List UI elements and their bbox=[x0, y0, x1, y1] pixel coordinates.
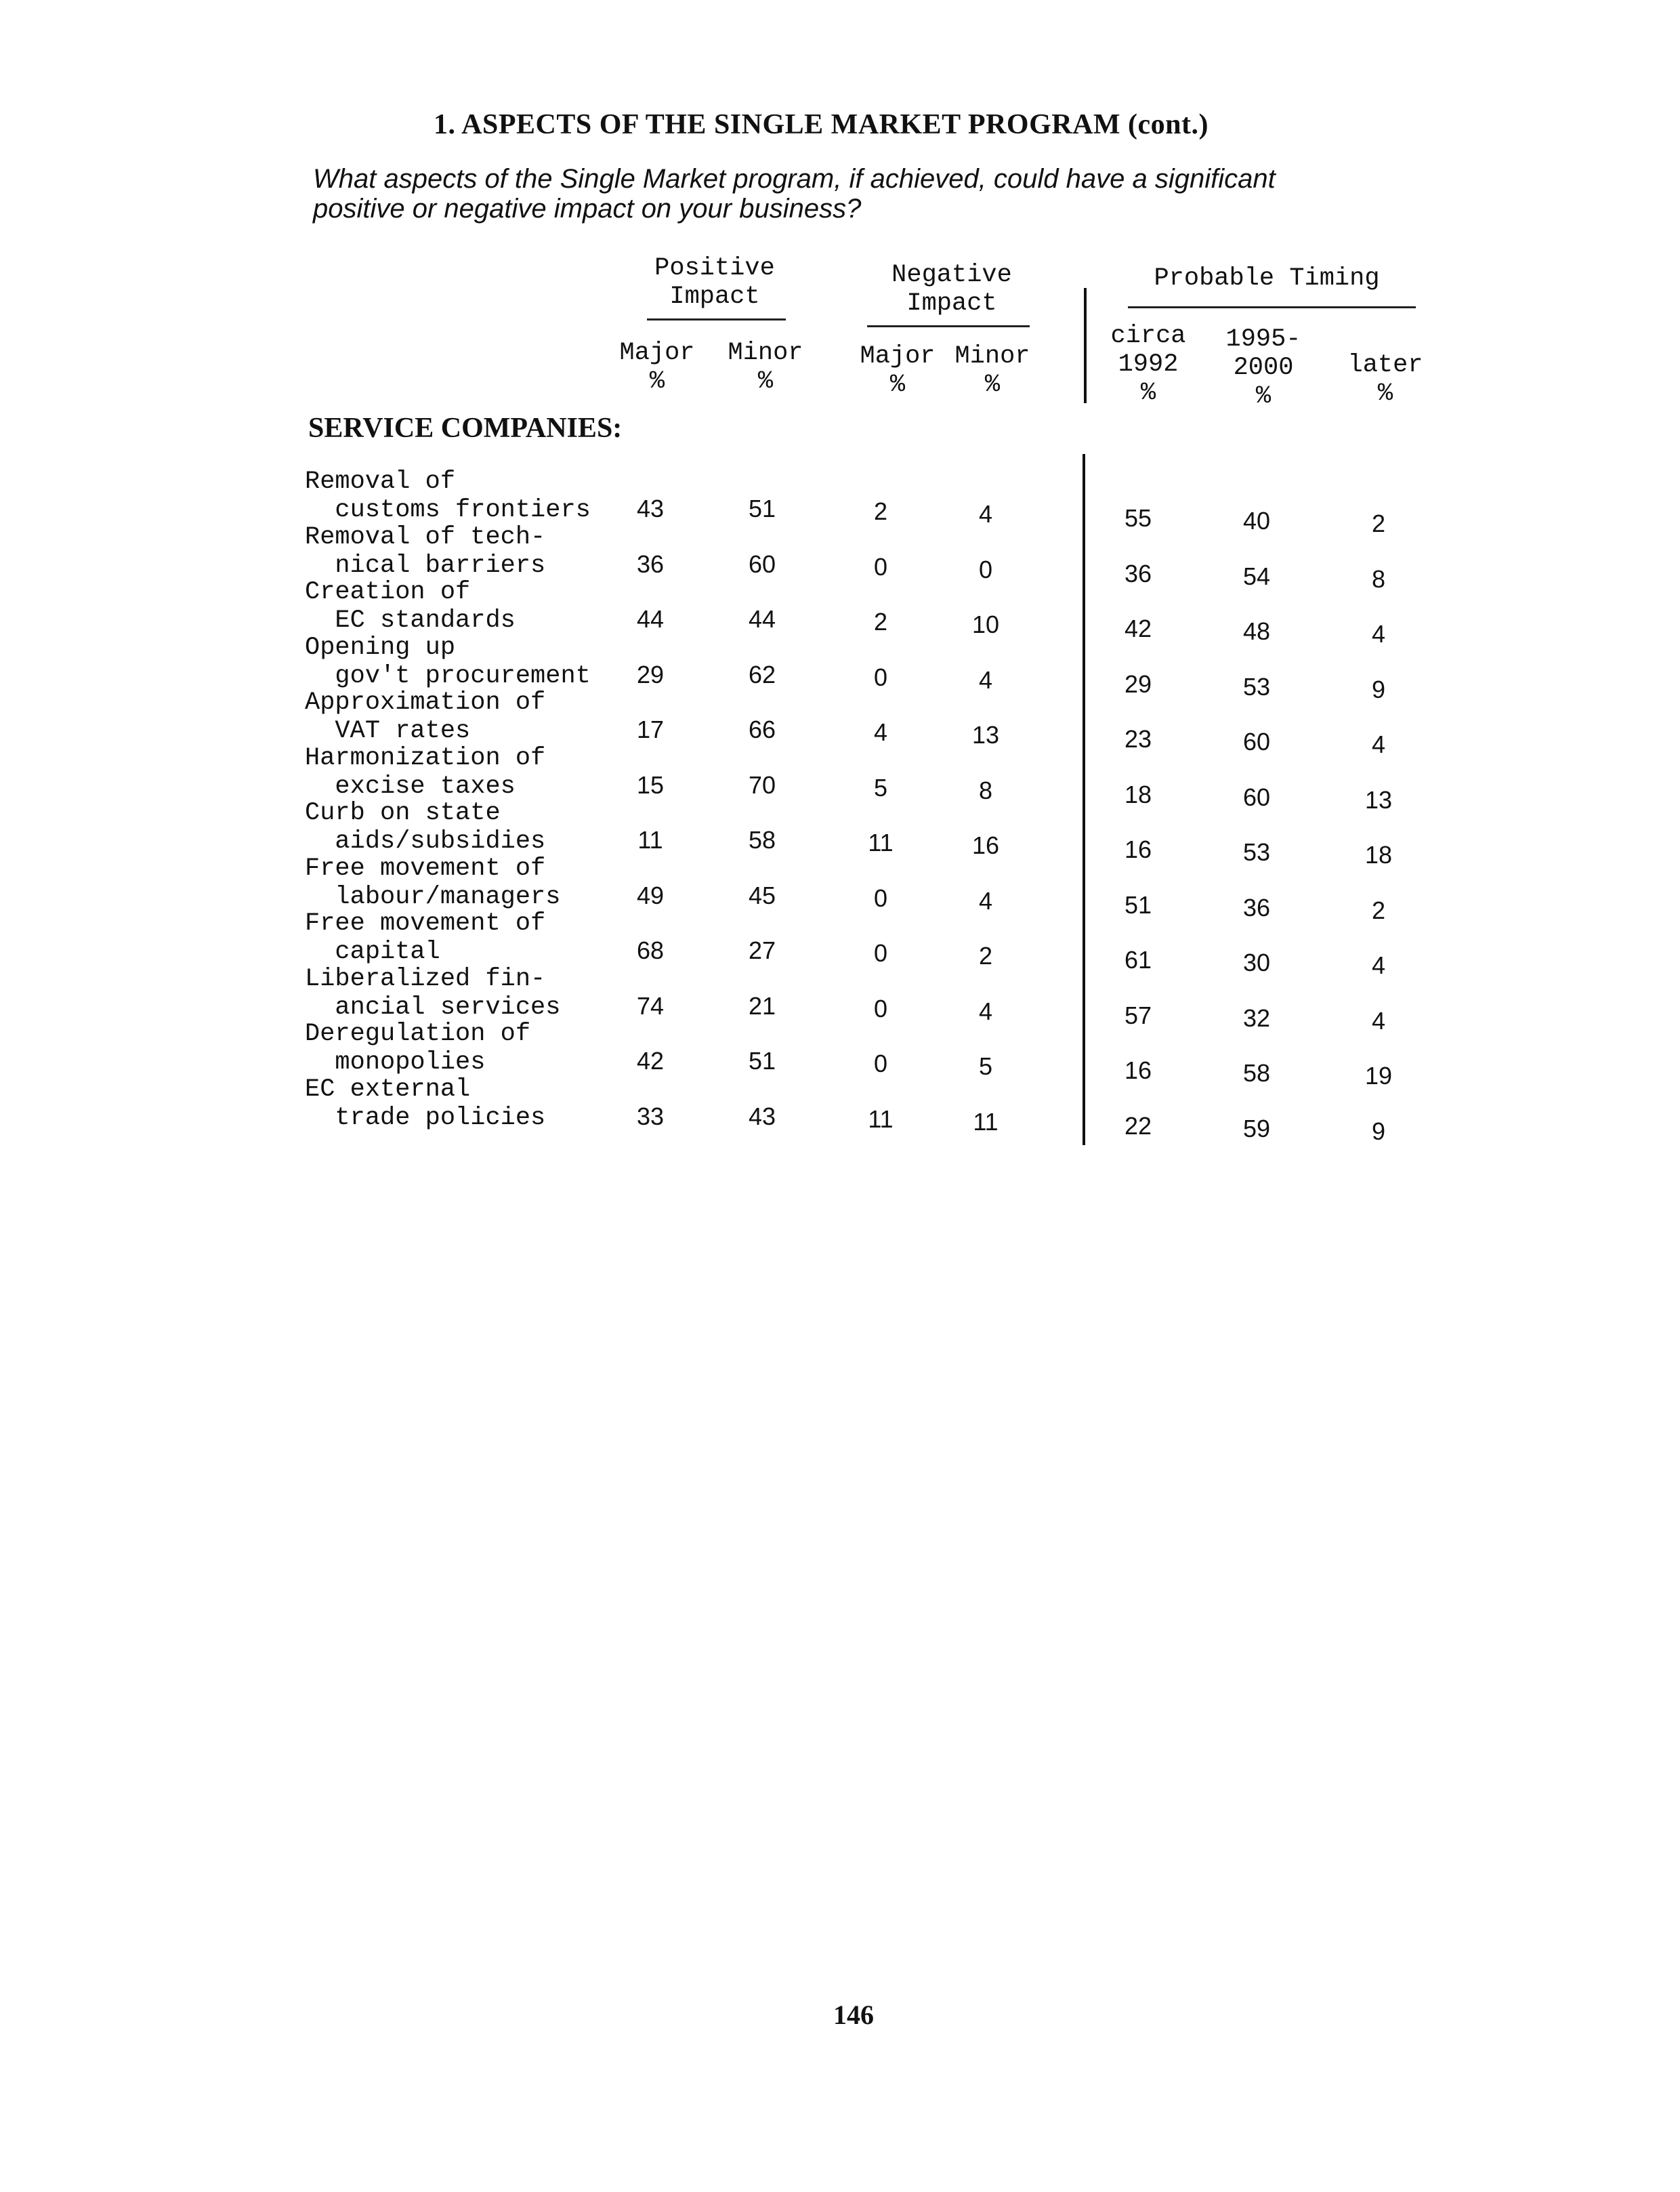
table-cell: 16 bbox=[1124, 835, 1152, 863]
row-label: Liberalized fin- ancial services bbox=[305, 964, 561, 1022]
table-cell: 44 bbox=[636, 605, 665, 633]
table-cell: 13 bbox=[971, 721, 1000, 749]
table-cell: 60 bbox=[748, 550, 776, 578]
table-cell: 4 bbox=[1371, 951, 1386, 979]
table-cell: 11 bbox=[637, 826, 663, 854]
table-cell: 55 bbox=[1124, 504, 1152, 532]
table-cell: 4 bbox=[978, 997, 993, 1025]
table-cell: 44 bbox=[748, 605, 776, 633]
table-cell: 0 bbox=[873, 1050, 888, 1077]
table-cell: 74 bbox=[636, 991, 665, 1020]
table-cell: 8 bbox=[978, 776, 993, 804]
table-cell: 22 bbox=[1124, 1111, 1152, 1140]
header-negative-impact: Negative Impact bbox=[891, 261, 1012, 318]
col-header-positive-major: Major % bbox=[619, 339, 695, 396]
table-cell: 2 bbox=[978, 942, 993, 970]
table-cell: 32 bbox=[1242, 1004, 1271, 1032]
table-cell: 0 bbox=[873, 939, 888, 967]
table-cell: 2 bbox=[873, 497, 888, 525]
table-cell: 62 bbox=[748, 660, 776, 688]
table-cell: 40 bbox=[1242, 507, 1271, 535]
table-cell: 10 bbox=[971, 611, 1000, 638]
table-cell: 17 bbox=[636, 716, 665, 743]
page-title: 1. ASPECTS OF THE SINGLE MARKET PROGRAM (cont.) bbox=[434, 109, 1209, 140]
row-label: Harmonization of excise taxes bbox=[305, 743, 546, 801]
table-cell: 4 bbox=[1371, 1006, 1386, 1035]
table-cell: 15 bbox=[636, 770, 665, 799]
table-cell: 16 bbox=[1124, 1056, 1152, 1084]
table-cell: 57 bbox=[1124, 1001, 1152, 1029]
table-cell: 53 bbox=[1242, 838, 1271, 866]
table-cell: 45 bbox=[748, 881, 776, 909]
table-cell: 60 bbox=[1242, 783, 1271, 811]
table-cell: 0 bbox=[978, 555, 993, 583]
table-cell: 4 bbox=[1371, 730, 1386, 758]
row-label: Free movement of capital bbox=[305, 909, 546, 966]
row-label: Creation of EC standards bbox=[305, 578, 516, 635]
table-cell: 2 bbox=[873, 608, 888, 636]
table-cell: 4 bbox=[873, 718, 888, 746]
table-cell: 4 bbox=[1371, 620, 1386, 648]
table-cell: 8 bbox=[1371, 564, 1386, 593]
table-cell: 4 bbox=[978, 665, 993, 694]
table-cell: 2 bbox=[1371, 510, 1386, 537]
timing-separator-top bbox=[1084, 288, 1087, 403]
table-cell: 18 bbox=[1364, 841, 1393, 869]
table-cell: 36 bbox=[1124, 559, 1152, 587]
row-label: Curb on state aids/subsidies bbox=[305, 799, 546, 856]
table-cell: 66 bbox=[748, 716, 776, 743]
table-cell: 11 bbox=[973, 1107, 999, 1136]
table-cell: 0 bbox=[873, 552, 888, 581]
col-header-positive-minor: Minor % bbox=[728, 339, 803, 396]
table-cell: 11 bbox=[868, 1104, 894, 1133]
page-number: 146 bbox=[833, 2000, 874, 2030]
table-cell: 51 bbox=[748, 1047, 776, 1075]
table-cell: 2 bbox=[1371, 896, 1386, 924]
table-cell: 42 bbox=[1124, 615, 1152, 642]
col-header-negative-minor: Minor % bbox=[954, 342, 1030, 399]
table-cell: 48 bbox=[1242, 617, 1271, 645]
rule-probable-timing bbox=[1128, 306, 1416, 308]
section-heading: SERVICE COMPANIES: bbox=[308, 413, 623, 444]
timing-separator-body bbox=[1083, 454, 1085, 1145]
table-cell: 29 bbox=[1124, 669, 1152, 698]
header-positive-impact: Positive Impact bbox=[654, 254, 775, 311]
rule-positive-impact bbox=[647, 318, 786, 320]
table-cell: 36 bbox=[636, 550, 665, 578]
table-cell: 29 bbox=[636, 660, 665, 688]
row-label: Free movement of labour/managers bbox=[305, 854, 561, 911]
table-cell: 16 bbox=[971, 831, 1000, 859]
table-cell: 43 bbox=[748, 1102, 776, 1130]
table-cell: 60 bbox=[1242, 728, 1271, 756]
table-cell: 42 bbox=[636, 1047, 665, 1075]
row-label: Deregulation of monopolies bbox=[305, 1020, 531, 1077]
table-cell: 0 bbox=[873, 663, 888, 691]
table-cell: 0 bbox=[873, 994, 888, 1022]
table-cell: 11 bbox=[868, 829, 894, 856]
table-cell: 43 bbox=[636, 495, 665, 522]
table-cell: 0 bbox=[873, 884, 888, 912]
table-cell: 68 bbox=[636, 936, 665, 964]
table-cell: 51 bbox=[748, 495, 776, 522]
col-header-later: later % bbox=[1347, 351, 1423, 408]
table-cell: 9 bbox=[1371, 1117, 1386, 1145]
table-cell: 5 bbox=[873, 773, 888, 802]
row-label: Removal of customs frontiers bbox=[305, 468, 591, 524]
row-label: EC external trade policies bbox=[305, 1075, 546, 1132]
table-cell: 30 bbox=[1242, 949, 1271, 976]
table-cell: 33 bbox=[636, 1102, 665, 1130]
table-cell: 53 bbox=[1242, 672, 1271, 701]
row-label: Removal of tech- nical barriers bbox=[305, 522, 546, 580]
table-cell: 36 bbox=[1242, 893, 1271, 922]
table-cell: 21 bbox=[748, 991, 776, 1020]
table-cell: 5 bbox=[978, 1052, 993, 1080]
col-header-1995-2000: 1995- 2000 % bbox=[1225, 325, 1301, 411]
table-cell: 19 bbox=[1364, 1062, 1393, 1090]
table-cell: 9 bbox=[1371, 675, 1386, 703]
table-cell: 4 bbox=[978, 886, 993, 915]
col-header-negative-major: Major % bbox=[860, 342, 936, 399]
row-label: Approximation of VAT rates bbox=[305, 688, 546, 745]
table-cell: 54 bbox=[1242, 562, 1271, 590]
table-cell: 70 bbox=[748, 770, 776, 799]
table-cell: 27 bbox=[748, 936, 776, 964]
table-cell: 58 bbox=[1242, 1059, 1271, 1087]
survey-question: What aspects of the Single Market program, if achieved, could have a significant positive or negative impact on your business? bbox=[313, 164, 1276, 224]
table-cell: 4 bbox=[978, 500, 993, 528]
table-cell: 23 bbox=[1124, 725, 1152, 753]
col-header-circa-1992: circa 1992 % bbox=[1110, 322, 1186, 407]
table-cell: 61 bbox=[1124, 946, 1152, 974]
table-cell: 59 bbox=[1242, 1114, 1271, 1142]
rule-negative-impact bbox=[867, 325, 1030, 327]
header-probable-timing: Probable Timing bbox=[1154, 264, 1380, 293]
table-cell: 13 bbox=[1364, 785, 1393, 814]
row-label: Opening up gov't procurement bbox=[305, 633, 591, 690]
table-cell: 18 bbox=[1124, 780, 1152, 808]
table-cell: 51 bbox=[1124, 890, 1152, 919]
table-cell: 49 bbox=[636, 881, 665, 909]
table-cell: 58 bbox=[748, 826, 776, 854]
